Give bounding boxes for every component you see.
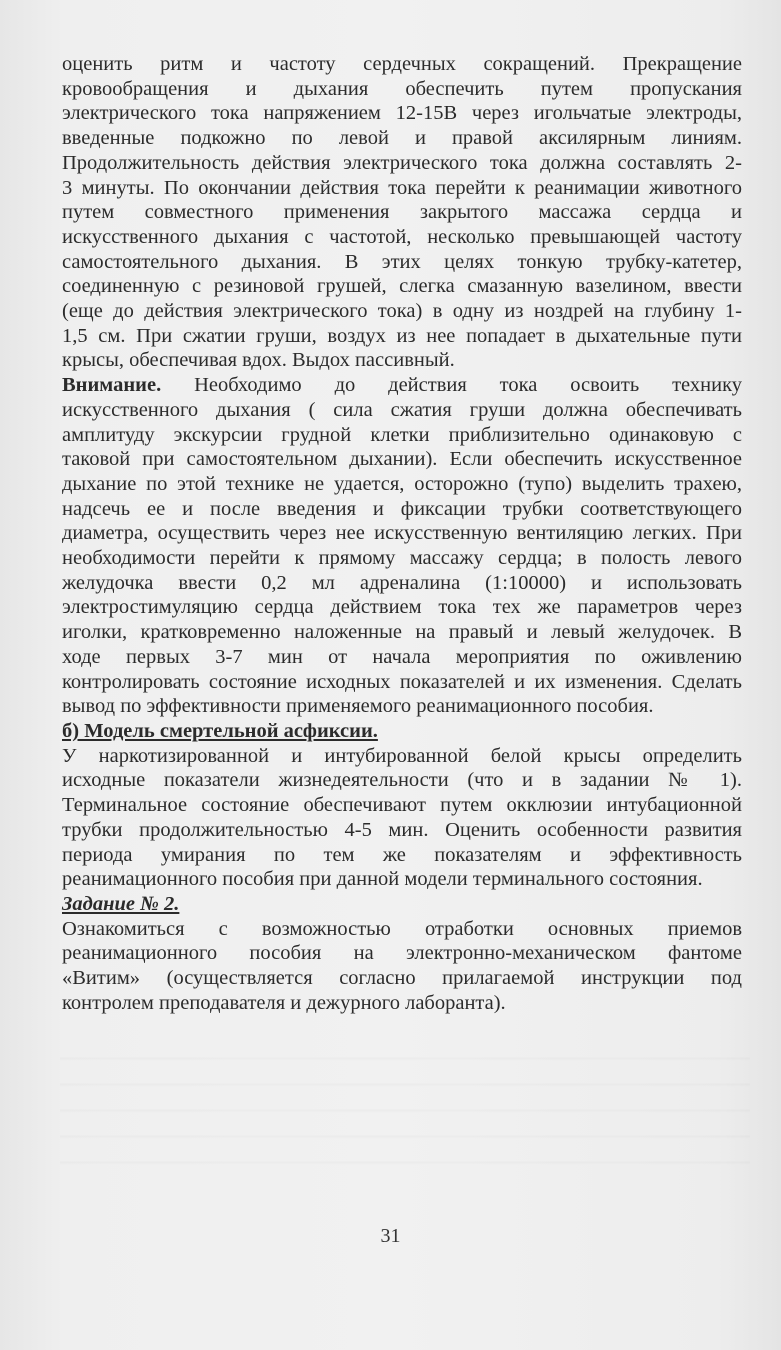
text-line: амплитуду экскурсии грудной клетки приблизительно одинаковую с xyxy=(62,423,742,446)
attention-paragraph xyxy=(62,373,742,719)
text-line: вывод по эффективности применяемого реанимационного пособия. xyxy=(62,695,654,718)
text-line: 1,5 см. При сжатии груши, воздух из нее попадает в дыхательные пути xyxy=(62,324,742,347)
text-line: путем совместного применения закрытого массажа сердца и xyxy=(62,201,742,224)
text-line: крысы, обеспечивая вдох. Выдох пассивный. xyxy=(62,349,455,372)
text-line: иголки, кратковременно наложенные на правый и левый желудочек. В xyxy=(62,621,742,644)
text-line: У наркотизированной и интубированной белой крысы определить xyxy=(62,744,742,767)
task-heading-row xyxy=(62,892,742,917)
text-line: Ознакомиться с возможностью отработки основных приемов xyxy=(62,917,742,940)
text-line: Продолжительность действия электрического тока должна составлять 2- xyxy=(62,151,742,174)
text-line: искусственного дыхания с частотой, несколько превышающей частоту xyxy=(62,225,742,248)
text-line: реанимационного пособия при данной модели терминального состояния. xyxy=(62,868,703,891)
text-line: Терминальное состояние обеспечивают путем окклюзии интубационной xyxy=(62,794,742,817)
text-line: (еще до действия электрического тока) в одну из ноздрей на глубину 1- xyxy=(62,300,742,323)
text-line: надсечь ее и после введения и фиксации трубки соответствующего xyxy=(62,497,742,520)
attention-label: Внимание. xyxy=(62,374,162,397)
text-line: трубки продолжительностью 4-5 мин. Оценить особенности развития xyxy=(62,818,742,841)
section-b-heading: б) Модель смертельной асфиксии. xyxy=(62,719,378,742)
scan-artifact xyxy=(60,1035,750,1175)
task-heading: Задание № 2. xyxy=(62,892,180,915)
text-line: оценить ритм и частоту сердечных сокращений. Прекращение xyxy=(62,53,742,75)
task-paragraph xyxy=(62,917,742,1016)
text-line: электростимуляцию сердца действием тока тех же параметров через xyxy=(62,596,742,619)
text-line: Необходимо до действия тока освоить технику xyxy=(161,374,742,397)
text-line: соединенную с резиновой грушей, слегка смазанную вазелином, ввести xyxy=(62,275,742,298)
paragraph-1 xyxy=(62,52,742,373)
text-line: ходе первых 3-7 мин от начала мероприятия по оживлению xyxy=(62,645,742,668)
text-line: диаметра, осуществить через нее искусственную вентиляцию легких. При xyxy=(62,522,742,545)
text-line: реанимационного пособия на электронно-механическом фантоме xyxy=(62,942,742,965)
text-line: контролем преподавателя и дежурного лаборанта). xyxy=(62,991,506,1014)
page-number: 31 xyxy=(380,1225,401,1247)
attention-first-line xyxy=(62,373,742,398)
section-b-heading-row xyxy=(62,719,742,744)
text-line: исходные показатели жизнедеятельности (что и в задании № 1). xyxy=(62,769,742,792)
text-line: желудочка ввести 0,2 мл адреналина (1:10000) и использовать xyxy=(62,571,742,594)
text-line: 3 минуты. По окончании действия тока перейти к реанимации животного xyxy=(62,176,742,199)
text-line: электрического тока напряжением 12-15В через игольчатые электроды, xyxy=(62,102,742,125)
text-line: необходимости перейти к прямому массажу сердца; в полость левого xyxy=(62,547,742,570)
paragraph-b xyxy=(62,744,742,892)
text-line: кровообращения и дыхания обеспечить путем пропускания xyxy=(62,77,742,100)
text-line: введенные подкожно по левой и правой аксилярным линиям. xyxy=(62,127,742,150)
text-line: «Витим» (осуществляется согласно прилагаемой инструкции под xyxy=(62,967,742,990)
text-line: дыхание по этой технике не удается, осторожно (тупо) выделить трахею, xyxy=(62,472,742,495)
body-text xyxy=(62,52,742,1015)
text-line: периода умирания по тем же показателям и эффективность xyxy=(62,843,742,866)
text-line: контролировать состояние исходных показателей и их изменения. Сделать xyxy=(62,670,742,693)
text-line: искусственного дыхания ( сила сжатия груши должна обеспечивать xyxy=(62,398,742,421)
text-line: самостоятельного дыхания. В этих целях тонкую трубку-катетер, xyxy=(62,250,742,273)
text-line: таковой при самостоятельном дыхании). Если обеспечить искусственное xyxy=(62,448,742,471)
